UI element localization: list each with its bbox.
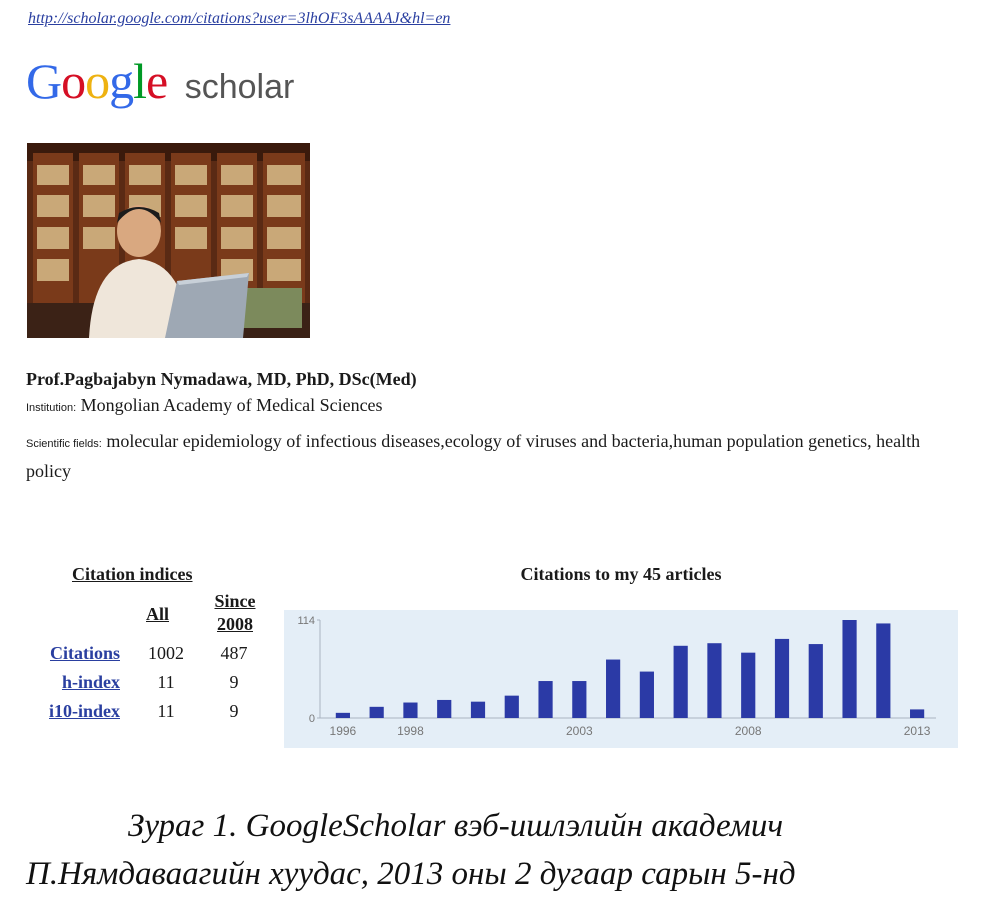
chart-bar: [842, 620, 856, 718]
google-scholar-logo: [26, 52, 294, 112]
logo-letter: l: [133, 53, 147, 109]
x-tick-label: 2003: [565, 724, 593, 738]
logo-letter: g: [109, 53, 134, 109]
chart-bar: [741, 653, 755, 718]
profile-url-link[interactable]: http://scholar.google.com/citations?user=3lhOF3sAAAAJ&hl=en: [28, 10, 451, 27]
chart-title: Citations to my 45 articles: [520, 564, 722, 584]
citation-row-citations: [26, 643, 286, 669]
citations-bar-chart: [284, 610, 958, 748]
institution-value: Mongolian Academy of Medical Sciences: [80, 395, 383, 415]
logo-letter: o: [61, 53, 86, 109]
chart-bar: [910, 709, 924, 718]
citations-since-value: 487: [220, 643, 248, 663]
y-tick-label: 0: [308, 713, 315, 725]
chart-bar: [336, 713, 350, 718]
chart-bar: [640, 672, 654, 718]
logo-letter: e: [146, 53, 168, 109]
i10-index-link[interactable]: i10-index: [48, 701, 120, 721]
citations-link[interactable]: Citations: [49, 643, 120, 663]
h-index-all-value: 11: [157, 672, 175, 692]
profile-name: Prof.Pagbajabyn Nymadawa, MD, PhD, DSc(Med): [26, 369, 417, 389]
institution-line: [26, 395, 383, 416]
scholar-wordmark: scholar: [184, 68, 295, 106]
x-tick-label: 2013: [903, 724, 931, 738]
chart-bar: [471, 702, 485, 718]
scientific-fields-value: molecular epidemiology of infectious diseases,ecology of viruses and bacteria,human population genetics, health policy: [26, 431, 921, 481]
chart-bar: [437, 700, 451, 718]
x-tick-label: 1998: [397, 724, 424, 738]
y-tick-label: 114: [297, 615, 315, 627]
column-header-since: Since 2008: [214, 591, 256, 634]
google-wordmark: [26, 53, 179, 109]
h-index-link[interactable]: h-index: [61, 672, 120, 692]
logo-letter: G: [26, 53, 62, 109]
chart-bar: [674, 646, 688, 718]
chart-bar: [809, 644, 823, 718]
chart-bar: [403, 703, 417, 718]
x-tick-label: 2008: [734, 724, 762, 738]
chart-bar: [707, 643, 721, 718]
citations-all-value: 1002: [148, 643, 184, 663]
caption-line-1: Зураг 1. GoogleScholar вэб-ишлэлийн академич: [128, 808, 784, 844]
citation-row-h-index: [26, 672, 286, 698]
caption-line-2: П.Нямдаваагийн хуудас, 2013 оны 2 дугаар сарын 5-нд: [26, 856, 796, 892]
scientific-fields-label: Scientific fields:: [26, 438, 102, 450]
chart-bar: [606, 660, 620, 718]
logo-letter: o: [85, 53, 110, 109]
x-tick-label: 1996: [329, 724, 357, 738]
citation-indices-title: Citation indices: [72, 564, 193, 584]
chart-bar: [876, 623, 890, 718]
citation-row-i10-index: [26, 701, 286, 727]
chart-bar: [370, 707, 384, 718]
scientific-fields-line: [26, 428, 946, 485]
column-header-all: All: [146, 604, 170, 624]
i10-index-all-value: 11: [157, 701, 175, 721]
profile-photo: [27, 143, 310, 338]
institution-label: Institution:: [26, 402, 77, 414]
chart-bar: [505, 696, 519, 718]
i10-index-since-value: 9: [229, 701, 239, 721]
chart-bar: [572, 681, 586, 718]
chart-bar: [775, 639, 789, 718]
chart-background: [284, 610, 958, 748]
chart-bar: [538, 681, 552, 718]
h-index-since-value: 9: [229, 672, 239, 692]
